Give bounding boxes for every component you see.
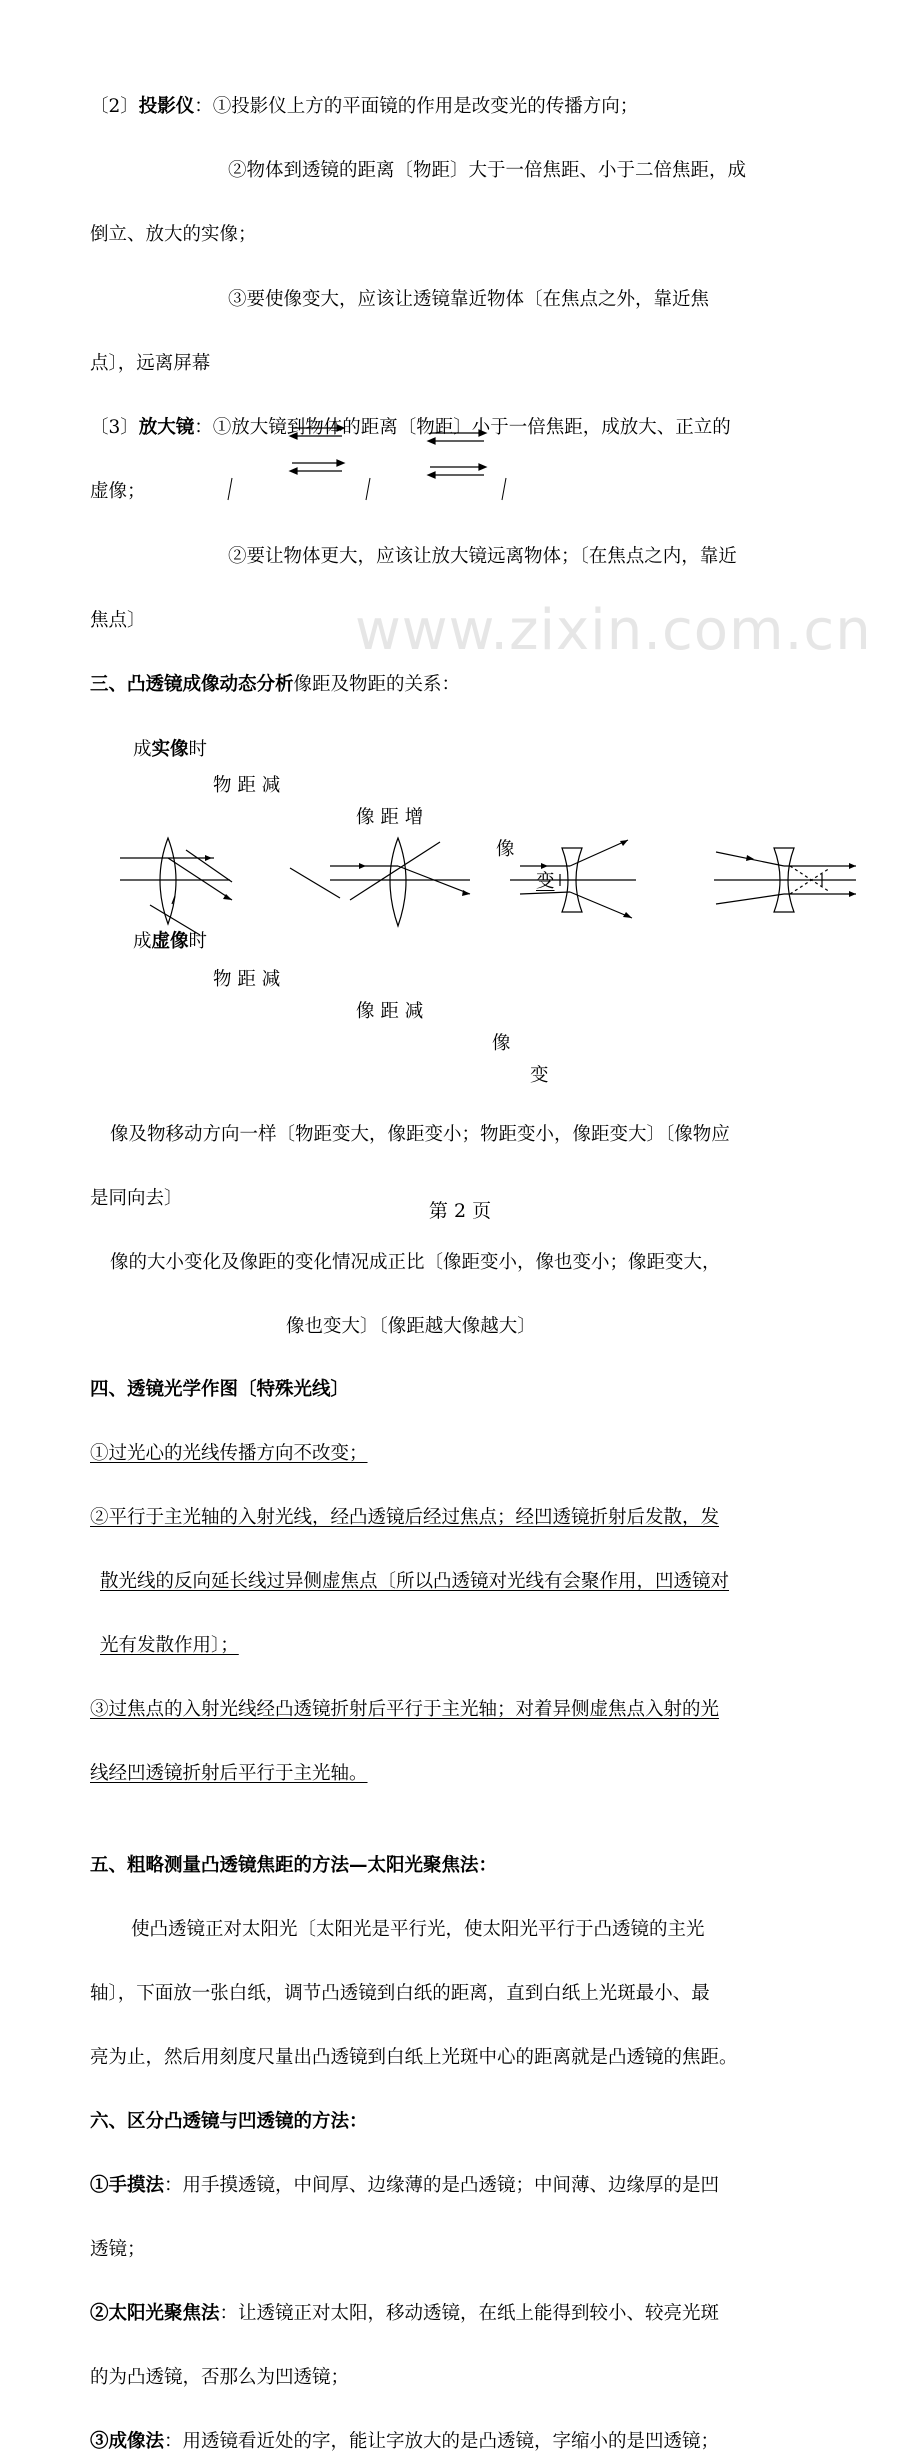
magnifier-label: 放大镜 [138,417,195,438]
section5-heading: 五、粗略测量凸透镜焦距的方法—太阳光聚焦法： [90,1855,498,1876]
real-chain-object-distance: 物 距 减 [213,775,281,796]
magnifier-line-2b: 焦点〕 [90,610,146,631]
method-sun-line-1: ②太阳光聚焦法：让透镜正对太阳，移动透镜，在纸上能得到较小、较亮光斑 [90,2303,720,2324]
method-touch-line-2: 透镜； [90,2239,146,2260]
magnifier-line-1b: 虚像； [90,481,146,502]
arrowhead [205,855,212,861]
section6-heading: 六、区分凸透镜与凹透镜的方法： [90,2111,368,2132]
projector-line-3b: 点〕，远离屏幕 [90,353,211,374]
real-chain-image: 像 [496,839,515,860]
convex-lens-2 [390,838,406,926]
magnifier-line-2a: ②要让物体更大，应该让放大镜远离物体；〔在焦点之内，靠近 [228,546,737,567]
ray [186,850,232,882]
section4-heading: 四、透镜光学作图〔特殊光线〕 [90,1379,350,1400]
real-chain-change: 变 [536,871,555,892]
rule-3a: ③过焦点的入射光线经凸透镜折射后平行于主光轴；对着异侧虚焦点入射的光 [90,1699,720,1720]
rule-2c: 光有发散作用〕； [100,1635,239,1656]
page-number: 第 2 页 [428,1200,492,1222]
projector-line-2b: 倒立、放大的实像； [90,224,257,245]
watermark: www.zixin.com.cn [355,598,872,663]
real-chain-image-distance: 像 距 增 [356,807,424,828]
virtual-chain-object-distance: 物 距 减 [213,969,281,990]
magnifier-line-1a: 〔3〕放大镜：①放大镜到物体的距离〔物距〕小于一倍焦距，成放大、正立的 [90,417,731,438]
projector-label: 投影仪 [138,96,195,117]
virtual-chain-change: 变 [530,1065,549,1086]
virtual-chain-image-distance: 像 距 减 [356,1001,424,1022]
convex-lens-1 [160,838,176,924]
rule-2b: 散光线的反向延长线过异侧虚焦点〔所以凸透镜对光线有会聚作用，凹透镜对 [100,1571,730,1592]
projector-line-2a: ②物体到透镜的距离〔物距〕大于一倍焦距、小于二倍焦距，成 [228,160,747,181]
section3-line-2b: 像也变大〕〔像距越大像越大〕 [286,1316,536,1337]
method-sun-line-2: 的为凸透镜，否那么为凹透镜； [90,2367,350,2388]
rule-3b: 线经凹透镜折射后平行于主光轴。 [90,1763,368,1784]
section5-line-1c: 亮为止，然后用刻度尺量出凸透镜到白纸上光斑中心的距离就是凸透镜的焦距。 [90,2047,738,2068]
section5-line-1a: 使凸透镜正对太阳光〔太阳光是平行光，使太阳光平行于凸透镜的主光 [131,1919,705,1940]
section3-line-1b: 是同向去〕 [90,1188,183,1209]
section3-line-2a: 像的大小变化及像距的变化情况成正比〔像距变小，像也变小；像距变大， [110,1252,721,1273]
virtual-chain-image: 像 [492,1033,511,1054]
method-imaging-line-1: ③成像法：用透镜看近处的字，能让字放大的是凸透镜，字缩小的是凹透镜； [90,2431,720,2452]
projector-line-1: 〔2〕投影仪：①投影仪上方的平面镜的作用是改变光的传播方向； [90,96,639,117]
real-image-label: 成实像时 [133,739,208,760]
rule-2a: ②平行于主光轴的入射光线，经凸透镜后经过焦点；经凹透镜折射后发散，发 [90,1507,720,1528]
ray [350,842,440,900]
rule-1: ①过光心的光线传播方向不改变； [90,1443,368,1464]
arrowhead [623,912,632,918]
arrowhead [359,863,366,869]
ray [168,858,232,900]
method-touch-line-1: ①手摸法：用手摸透镜，中间厚、边缘薄的是凸透镜；中间薄、边缘厚的是凹 [90,2175,720,2196]
projector-line-3a: ③要使像变大，应该让透镜靠近物体〔在焦点之外，靠近焦 [228,289,710,310]
ray [290,868,340,898]
section3-line-1a: 像及物移动方向一样〔物距变大，像距变小；物距变小，像距变大〕〔像物应 [110,1124,730,1145]
section3-heading: 三、凸透镜成像动态分析像距及物距的关系： [90,674,461,695]
virtual-image-label: 成虚像时 [133,931,208,952]
section5-line-1b: 轴〕，下面放一张白纸，调节凸透镜到白纸的距离，直到白纸上光斑最小、最 [90,1983,710,2004]
